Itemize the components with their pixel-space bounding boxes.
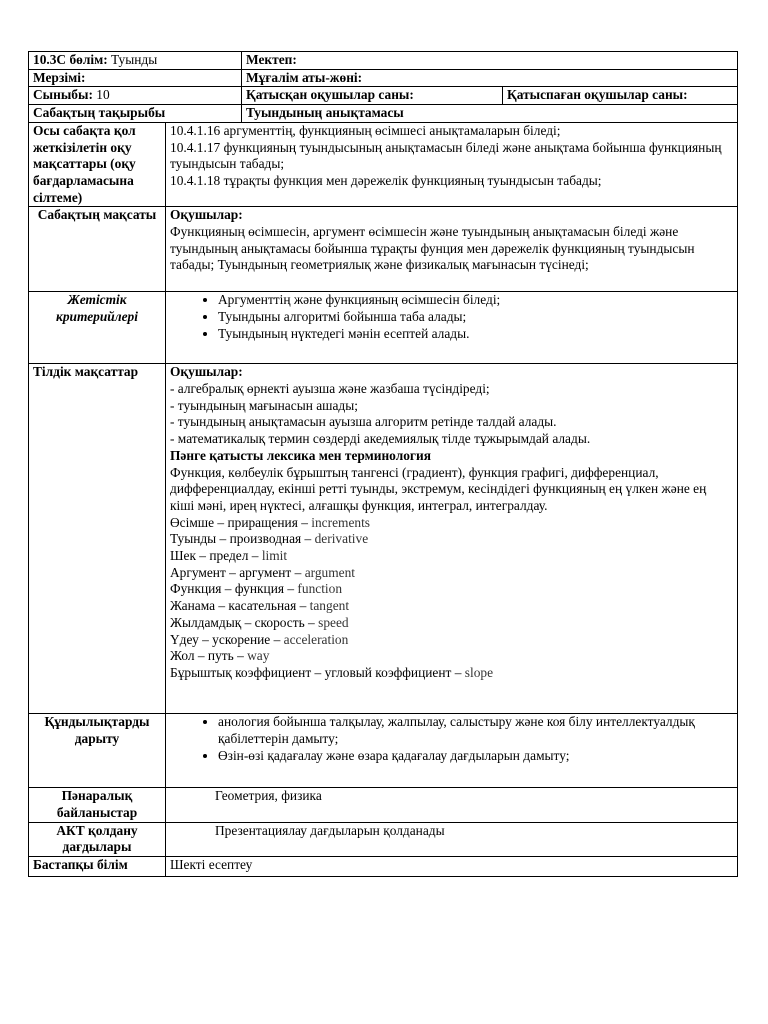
ict-label: АКТ қолдану дағдылары xyxy=(29,822,166,856)
criteria-list xyxy=(170,292,733,342)
row-prior xyxy=(29,857,738,877)
row-lesson-goal xyxy=(29,207,738,292)
term-item xyxy=(170,665,733,682)
objective-item: 10.4.1.18 тұрақты функция мен дәрежелік функцияның туындысын табады; xyxy=(170,172,602,188)
present-label: Қатысқан оқушылар саны: xyxy=(242,87,503,105)
language-content xyxy=(166,364,738,714)
topic-label: Сабақтың тақырыбы xyxy=(29,105,242,123)
list-item: • Өзін-өзі қадағалау және өзара қадағалау дағдыларын дамыту; xyxy=(218,748,733,765)
prior-label: Бастапқы білім xyxy=(29,857,166,877)
lesson-goal-label: Сабақтың мақсаты xyxy=(29,207,166,292)
term-native: Аргумент – аргумент – xyxy=(170,564,305,580)
vocab-heading: Пәнге қатысты лексика мен терминология xyxy=(170,447,431,463)
list-item: • Аргументтің және функцияның өсімшесін біледі; xyxy=(218,292,733,309)
row-section xyxy=(29,52,738,70)
grade-value: 10 xyxy=(96,87,110,103)
term-item xyxy=(170,565,733,582)
term-english: increments xyxy=(311,514,371,530)
term-english: acceleration xyxy=(283,631,349,647)
term-english: speed xyxy=(318,614,349,630)
cross-label: Пәнаралық байланыстар xyxy=(29,788,166,822)
topic-value: Туындының анықтамасы xyxy=(242,105,738,123)
section-value: Туынды xyxy=(111,52,158,67)
lesson-plan-table xyxy=(28,51,738,877)
term-item xyxy=(170,515,733,532)
term-item xyxy=(170,632,733,649)
objectives-label: Осы сабақта қол жеткізілетін оқу мақсаттары (оқу бағдарламасына сілтеме) xyxy=(29,122,166,207)
language-line: - туындының анықтамасын ауызша алгоритм ретінде талдай алады. xyxy=(170,414,557,430)
row-language xyxy=(29,364,738,714)
vocab-text: Функция, көлбеулік бұрыштың тангенсі (градиент), функция графигі, дифференциал, дифференциалдау, екінші ретті туынды, экстремум, кесіндідегі функцияның ең үлкен және ең кіші мәні, ирең нүктесі, алғашқы функция, интеграл, интегралдау. xyxy=(170,464,707,513)
objective-item: 10.4.1.16 аргументтің, функцияның өсімшесі анықтамаларын біледі; xyxy=(170,122,561,138)
term-english: argument xyxy=(304,564,356,580)
values-list xyxy=(170,714,733,764)
term-item xyxy=(170,648,733,665)
term-english: way xyxy=(247,648,270,664)
term-native: Үдеу – ускорение – xyxy=(170,631,284,647)
row-objectives xyxy=(29,122,738,207)
term-english: tangent xyxy=(309,598,350,614)
term-native: Жанама – касательная – xyxy=(170,598,310,614)
cross-value: Геометрия, физика xyxy=(166,788,738,822)
term-native: Жол – путь – xyxy=(170,648,248,664)
term-english: slope xyxy=(464,664,494,680)
row-criteria xyxy=(29,292,738,364)
lesson-goal-heading: Оқушылар: xyxy=(170,207,243,223)
criteria-label: Жетістік критерийлері xyxy=(29,292,166,364)
list-item: • анология бойынша талқылау, жалпылау, салыстыру және коя білу интеллектуалдық қабілеттерін дамыту; xyxy=(218,714,733,747)
list-item: • Туындыны алгоритмі бойынша таба алады; xyxy=(218,309,733,326)
language-heading: Оқушылар: xyxy=(170,364,243,380)
term-item xyxy=(170,548,733,565)
row-date xyxy=(29,69,738,87)
row-values xyxy=(29,714,738,788)
lesson-plan xyxy=(28,51,737,877)
absent-label: Қатыспаған оқушылар саны: xyxy=(503,87,738,105)
list-item: • Туындының нүктедегі мәнін есептей алады. xyxy=(218,326,733,343)
objective-item: 10.4.1.17 функцияның туындысының анықтамасын біледі және анықтама бойынша функцияның туындысын табады; xyxy=(170,139,722,172)
prior-value: Шекті есептеу xyxy=(166,857,738,877)
values-content xyxy=(166,714,738,788)
criteria-content xyxy=(166,292,738,364)
term-native: Жылдамдық – скорость – xyxy=(170,614,319,630)
section-label: 10.3С бөлім: xyxy=(33,52,108,67)
language-line: - туындының мағынасын ашады; xyxy=(170,397,358,413)
objectives-content xyxy=(166,122,738,207)
date-label: Мерзімі: xyxy=(29,69,242,87)
grade-label: Сыныбы: xyxy=(33,87,93,103)
term-native: Туынды – производная – xyxy=(170,531,315,547)
language-label: Тілдік мақсаттар xyxy=(29,364,166,714)
term-native: Бұрыштық коэффициент – угловый коэффициент – xyxy=(170,664,465,680)
lesson-goal-text: Функцияның өсімшесін, аргумент өсімшесін және туындының анықтамасын біледі және туындының анықтамасы бойынша тұрақты фунция мен дәрежелік функцияның туындысын табады; Туындының геометриялық және физикалық мағынасын түсінеді; xyxy=(170,224,695,273)
lesson-goal-content xyxy=(166,207,738,292)
term-native: Өсімше – приращения – xyxy=(170,514,312,530)
grade-cell xyxy=(29,87,242,105)
language-line: - математикалық термин сөздерді акедемиялық тілде тұжырымдай алады. xyxy=(170,431,591,447)
term-item xyxy=(170,598,733,615)
row-grade xyxy=(29,87,738,105)
term-english: derivative xyxy=(314,531,369,547)
term-item xyxy=(170,531,733,548)
term-english: limit xyxy=(261,548,288,564)
row-ict xyxy=(29,822,738,856)
row-topic xyxy=(29,105,738,123)
values-label: Құндылықтарды дарыту xyxy=(29,714,166,788)
section-cell xyxy=(29,52,242,70)
term-item xyxy=(170,581,733,598)
row-cross xyxy=(29,788,738,822)
teacher-label: Мұғалім аты-жөні: xyxy=(242,69,738,87)
term-item xyxy=(170,615,733,632)
term-native: Шек – предел – xyxy=(170,548,262,564)
ict-value: Презентациялау дағдыларын қолданады xyxy=(166,822,738,856)
term-native: Функция – функция – xyxy=(170,581,298,597)
school-label: Мектеп: xyxy=(242,52,738,70)
term-english: function xyxy=(297,581,343,597)
language-line: - алгебралық өрнекті ауызша және жазбаша түсіндіреді; xyxy=(170,381,490,397)
